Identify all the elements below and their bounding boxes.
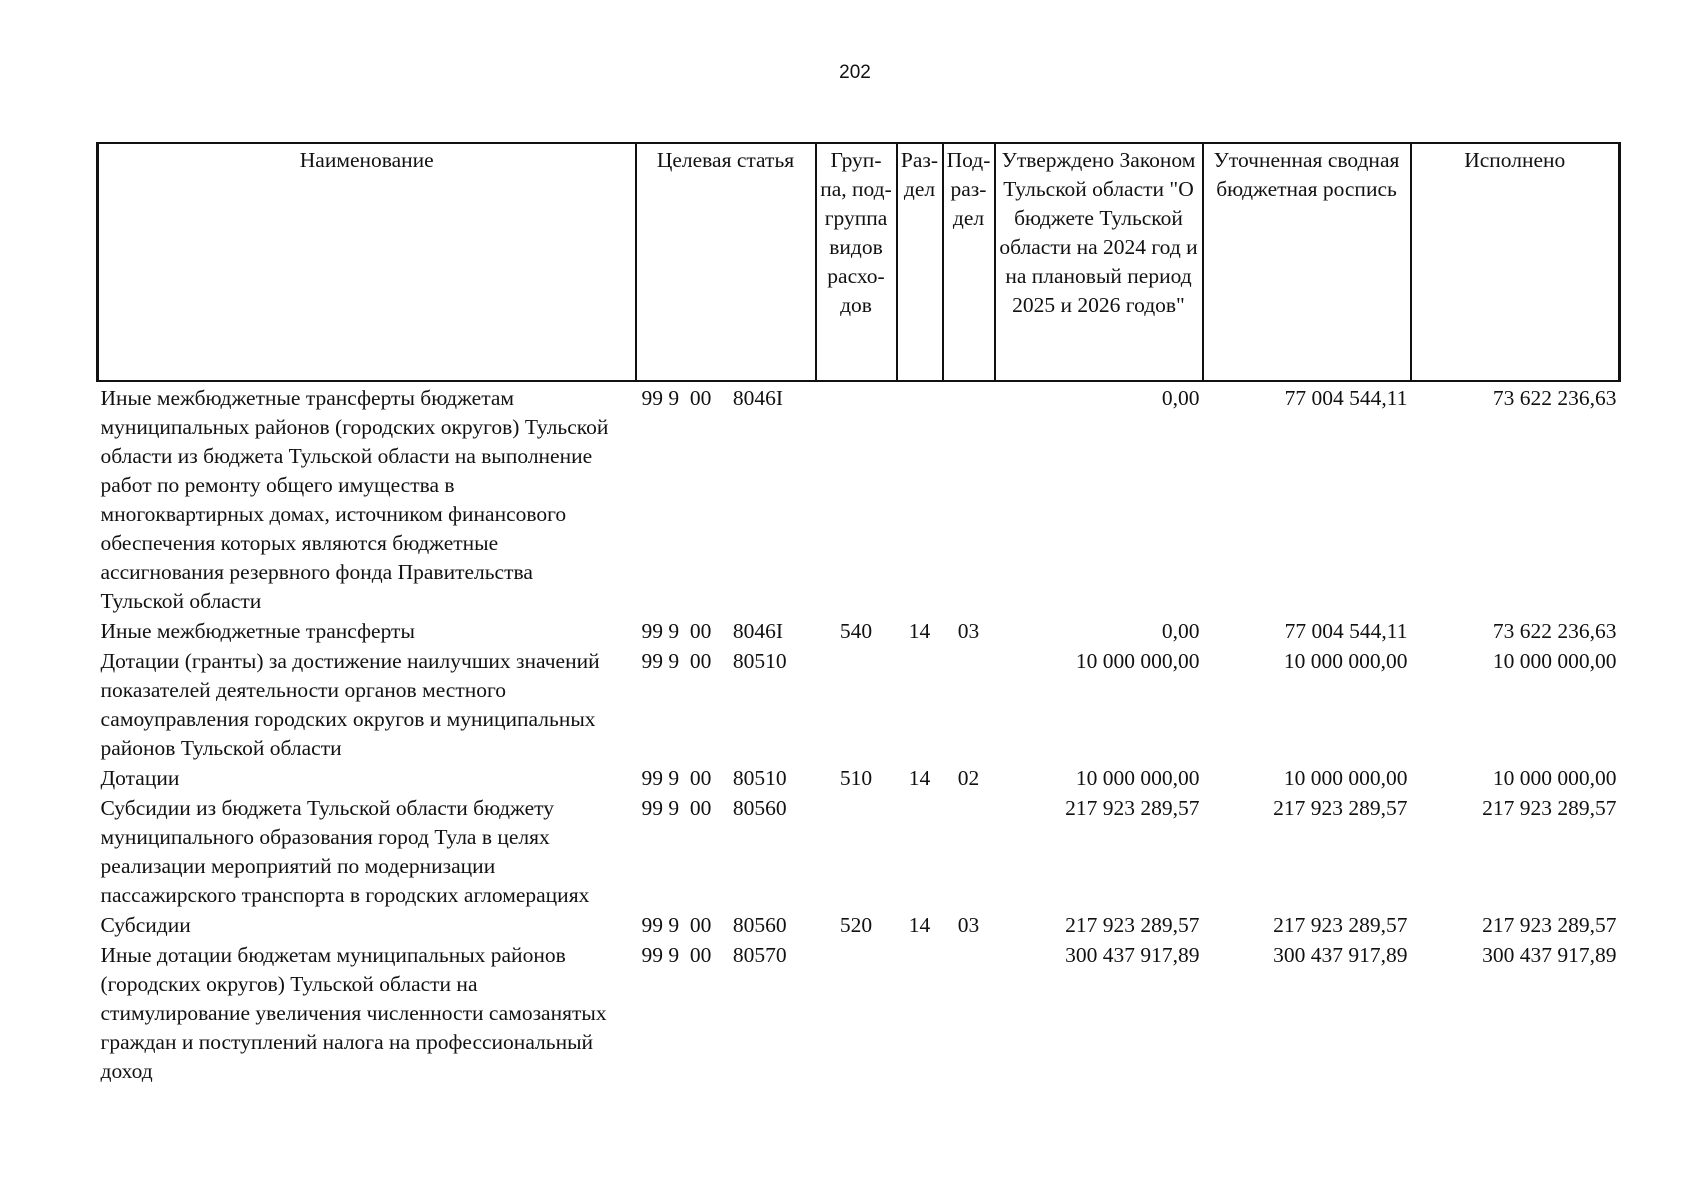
row-section bbox=[897, 381, 943, 617]
row-subsection bbox=[943, 941, 995, 1087]
row-approved: 10 000 000,00 bbox=[1075, 766, 1200, 790]
header-target-article: Целевая статья bbox=[636, 143, 816, 381]
row-approved: 0,00 bbox=[1161, 386, 1200, 410]
row-name: Субсидии bbox=[100, 913, 191, 937]
row-clarified: 10 000 000,00 bbox=[1283, 766, 1408, 790]
table-row bbox=[98, 794, 1620, 911]
table-row bbox=[98, 911, 1620, 941]
page-number: 202 bbox=[839, 62, 871, 83]
table-row bbox=[98, 617, 1620, 647]
row-executed: 300 437 917,89 bbox=[1482, 943, 1617, 967]
row-target-article: 99 9 00 80560 bbox=[641, 913, 787, 937]
row-executed: 73 622 236,63 bbox=[1492, 386, 1617, 410]
row-expense-group: 540 bbox=[839, 619, 873, 643]
table-row bbox=[98, 764, 1620, 794]
row-clarified: 10 000 000,00 bbox=[1283, 649, 1408, 673]
row-name: Субсидии из бюджета Тульской области бюджету муниципального образования город Тула в целях реализации мероприятий по модернизации пассажирского транспорта в городских агломерациях bbox=[100, 796, 590, 907]
row-approved: 0,00 bbox=[1161, 619, 1200, 643]
table-row bbox=[98, 941, 1620, 1087]
row-section: 14 bbox=[908, 913, 931, 937]
row-subsection: 03 bbox=[957, 619, 980, 643]
row-name: Иные межбюджетные трансферты bbox=[100, 619, 415, 643]
row-clarified: 77 004 544,11 bbox=[1284, 386, 1408, 410]
row-executed: 10 000 000,00 bbox=[1492, 649, 1617, 673]
row-approved: 300 437 917,89 bbox=[1065, 943, 1200, 967]
header-clarified: Уточненная сводная бюджетная роспись bbox=[1203, 143, 1411, 381]
row-section bbox=[897, 647, 943, 764]
budget-execution-table bbox=[96, 142, 1621, 1087]
row-executed: 10 000 000,00 bbox=[1492, 766, 1617, 790]
row-name: Дотации bbox=[100, 766, 180, 790]
row-executed: 73 622 236,63 bbox=[1492, 619, 1617, 643]
row-executed: 217 923 289,57 bbox=[1482, 796, 1617, 820]
row-subsection: 02 bbox=[957, 766, 980, 790]
row-expense-group: 520 bbox=[839, 913, 873, 937]
row-target-article: 99 9 00 80510 bbox=[641, 766, 787, 790]
row-name: Дотации (гранты) за достижение наилучших значений показателей деятельности органов местного самоуправления городских округов и муниципальных районов Тульской области bbox=[100, 649, 600, 760]
row-subsection: 03 bbox=[957, 913, 980, 937]
row-expense-group bbox=[816, 941, 897, 1087]
row-target-article: 99 9 00 8046I bbox=[641, 619, 784, 643]
row-clarified: 77 004 544,11 bbox=[1284, 619, 1408, 643]
row-name: Иные межбюджетные трансферты бюджетам муниципальных районов (городских округов) Тульской области из бюджета Тульской области на выполнение работ по ремонту общего имущества в многоквартирных домах, источником финансового обеспечения которых являются бюджетные ассигнования резервного фонда Правительства Тульской области bbox=[100, 386, 609, 613]
row-clarified: 217 923 289,57 bbox=[1273, 913, 1408, 937]
row-section: 14 bbox=[908, 619, 931, 643]
header-executed: Исполнено bbox=[1411, 143, 1620, 381]
table-row bbox=[98, 647, 1620, 764]
row-target-article: 99 9 00 8046I bbox=[641, 386, 784, 410]
row-expense-group bbox=[816, 794, 897, 911]
header-name: Наименование bbox=[98, 143, 636, 381]
row-approved: 217 923 289,57 bbox=[1065, 796, 1200, 820]
row-executed: 217 923 289,57 bbox=[1482, 913, 1617, 937]
header-expense-group: Груп-па, под-группа видов расхо-дов bbox=[816, 143, 897, 381]
row-approved: 10 000 000,00 bbox=[1075, 649, 1200, 673]
header-subsection: Под-раз-дел bbox=[943, 143, 995, 381]
row-target-article: 99 9 00 80510 bbox=[641, 649, 787, 673]
row-section bbox=[897, 941, 943, 1087]
table-header-row bbox=[98, 143, 1620, 381]
row-clarified: 300 437 917,89 bbox=[1273, 943, 1408, 967]
row-name: Иные дотации бюджетам муниципальных районов (городских округов) Тульской области на стимулирование увеличения численности самозанятых граждан и поступлений налога на профессиональный доход bbox=[100, 943, 607, 1083]
table-row bbox=[98, 381, 1620, 617]
row-expense-group bbox=[816, 647, 897, 764]
row-subsection bbox=[943, 381, 995, 617]
row-target-article: 99 9 00 80560 bbox=[641, 796, 787, 820]
header-section: Раз-дел bbox=[897, 143, 943, 381]
row-section: 14 bbox=[908, 766, 931, 790]
row-subsection bbox=[943, 794, 995, 911]
row-clarified: 217 923 289,57 bbox=[1273, 796, 1408, 820]
row-subsection bbox=[943, 647, 995, 764]
row-target-article: 99 9 00 80570 bbox=[641, 943, 787, 967]
row-section bbox=[897, 794, 943, 911]
row-approved: 217 923 289,57 bbox=[1065, 913, 1200, 937]
row-expense-group bbox=[816, 381, 897, 617]
row-expense-group: 510 bbox=[839, 766, 873, 790]
header-approved: Утверждено Законом Тульской области "О бюджете Тульской области на 2024 год и на плановый период 2025 и 2026 годов" bbox=[995, 143, 1203, 381]
